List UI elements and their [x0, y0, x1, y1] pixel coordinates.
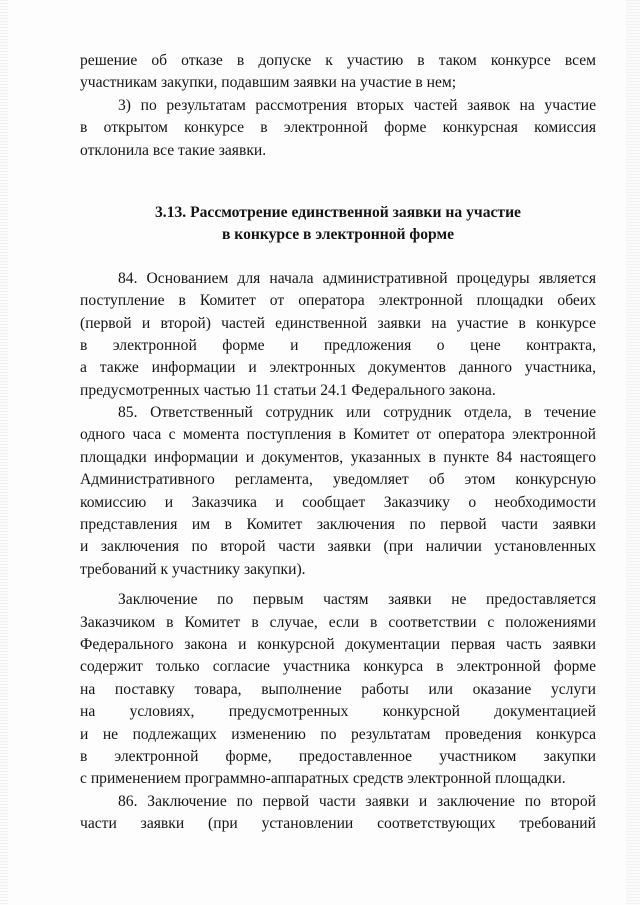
text-line: 3) по результатам рассмотрения вторых частей заявок на участие: [118, 96, 596, 114]
section-heading: [80, 202, 596, 247]
text-line: участникам закупки, подавшим заявки на участие в нем;: [80, 74, 457, 92]
text-line: 86. Заключение по первой части заявки и заключение по второй: [118, 792, 596, 810]
document-body: [80, 50, 596, 836]
paragraph-85: [80, 402, 596, 581]
text-line: требований к участнику закупки).: [80, 560, 306, 578]
text-line: в открытом конкурсе в электронной форме конкурсная комиссия: [80, 119, 596, 137]
text-line: Заключение по первым частям заявки не предоставляется: [118, 591, 596, 609]
text-line: площадки информации и документов, указанных в пункте 84 настоящего: [80, 448, 596, 466]
text-line: в электронной форме и предложения о цене контракта,: [80, 336, 596, 354]
text-line: Федерального закона и конкурсной документации первая часть заявки: [80, 635, 596, 653]
text-line: представления им в Комитет заключения по первой части заявки: [80, 516, 596, 534]
heading-line: 3.13. Рассмотрение единственной заявки на участие: [155, 203, 521, 221]
text-line: и заключения по второй части заявки (при наличии установленных: [80, 538, 596, 556]
text-line: комиссию и Заказчика и сообщает Заказчику о необходимости: [80, 493, 596, 511]
heading-line: в конкурсе в электронной форме: [221, 226, 454, 244]
scan-edge-left: [0, 0, 8, 905]
text-line: Заказчиком в Комитет в случае, если в соответствии с положениями: [80, 613, 596, 631]
text-line: на поставку товара, выполнение работы или оказание услуги: [80, 680, 596, 698]
text-line: (первой и второй) частей единственной заявки на участие в конкурсе: [80, 314, 596, 332]
paragraph-conclusion: [80, 589, 596, 791]
text-line: предусмотренных частью 11 статьи 24.1 Федерального закона.: [80, 381, 496, 399]
text-line: Административного регламента, уведомляет об этом конкурсную: [80, 471, 596, 489]
text-line: а также информации и электронных документов данного участника,: [80, 359, 596, 377]
text-line: с применением программно-аппаратных средств электронной площадки.: [80, 770, 566, 788]
text-line: 85. Ответственный сотрудник или сотрудник отдела, в течение: [118, 404, 596, 422]
paragraph-86: [80, 791, 596, 836]
text-line: отклонила все такие заявки.: [80, 141, 267, 159]
text-line: на условиях, предусмотренных конкурсной документацией: [80, 703, 596, 721]
text-line: и не подлежащих изменению по результатам проведения конкурса: [80, 725, 596, 743]
text-line: решение об отказе в допуске к участию в таком конкурсе всем: [80, 52, 596, 69]
text-line: одного часа с момента поступления в Комитет от оператора электронной: [80, 426, 596, 444]
text-line: 84. Основанием для начала административной процедуры является: [118, 269, 596, 287]
text-line: в электронной форме, предоставленное участником закупки: [80, 747, 596, 765]
text-line: содержит только согласие участника конкурса в электронной форме: [80, 658, 596, 676]
text-line: поступление в Комитет от оператора электронной площадки обеих: [80, 292, 596, 310]
paragraph-84: [80, 268, 596, 402]
scan-edge-right: [626, 0, 640, 905]
text-line: части заявки (при установлении соответствующих требований: [80, 815, 596, 833]
continuation-text: [80, 50, 596, 162]
